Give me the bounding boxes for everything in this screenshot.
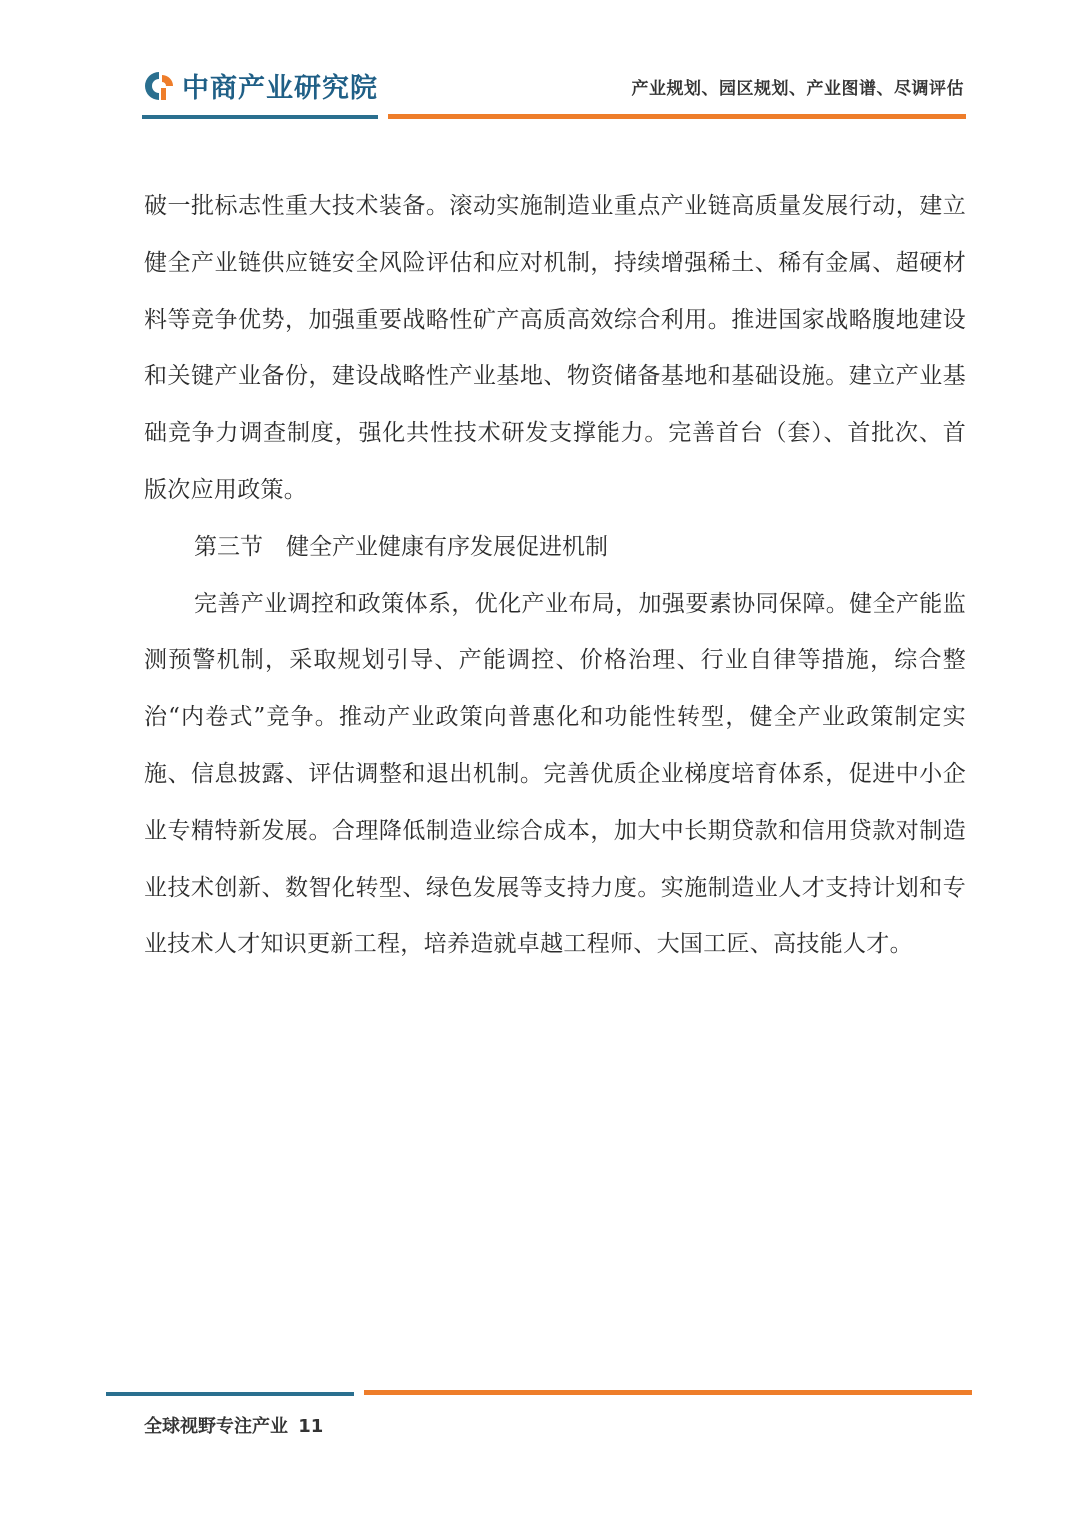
body-paragraph-2: 完善产业调控和政策体系，优化产业布局，加强要素协同保障。健全产能监测预警机制，采取规划引导、产能调控、价格治理、行业自律等措施，综合整治“内卷式”竞争。推动产业政策向普惠化和功能性转型，健全产业政策制定实施、信息披露、评估调整和退出机制。完善优质企业梯度培育体系，促进中小企业专精特新发展。合理降低制造业综合成本，加大中长期贷款和信用贷款对制造业技术创新、数智化转型、绿色发展等支持力度。实施制造业人才支持计划和专业技术人才知识更新工程，培养造就卓越工程师、大国工匠、高技能人才。 bbox=[144, 590, 966, 958]
document-body bbox=[144, 178, 966, 973]
page-number: 11 bbox=[298, 1416, 324, 1437]
page-header bbox=[0, 0, 1080, 130]
logo bbox=[142, 66, 378, 105]
header-tagline: 产业规划、园区规划、产业图谱、尽调评估 bbox=[631, 79, 964, 99]
logo-text: 中商产业研究院 bbox=[182, 73, 378, 104]
header-rule-orange bbox=[388, 114, 966, 119]
ccri-logo-icon bbox=[142, 69, 176, 103]
page-footer bbox=[144, 1412, 323, 1438]
header-rule-blue bbox=[142, 115, 378, 119]
section-heading: 第三节 健全产业健康有序发展促进机制 bbox=[194, 533, 608, 560]
footer-slogan: 全球视野专注产业 bbox=[144, 1416, 288, 1437]
body-paragraph-1: 破一批标志性重大技术装备。滚动实施制造业重点产业链高质量发展行动，建立健全产业链供应链安全风险评估和应对机制，持续增强稀土、稀有金属、超硬材料等竞争优势，加强重要战略性矿产高质高效综合利用。推进国家战略腹地建设和关键产业备份，建设战略性产业基地、物资储备基地和基础设施。建立产业基础竞争力调查制度，强化共性技术研发支撑能力。完善首台（套）、首批次、首版次应用政策。 bbox=[144, 193, 966, 503]
footer-rule-blue bbox=[106, 1392, 354, 1396]
footer-rule-orange bbox=[364, 1390, 972, 1395]
